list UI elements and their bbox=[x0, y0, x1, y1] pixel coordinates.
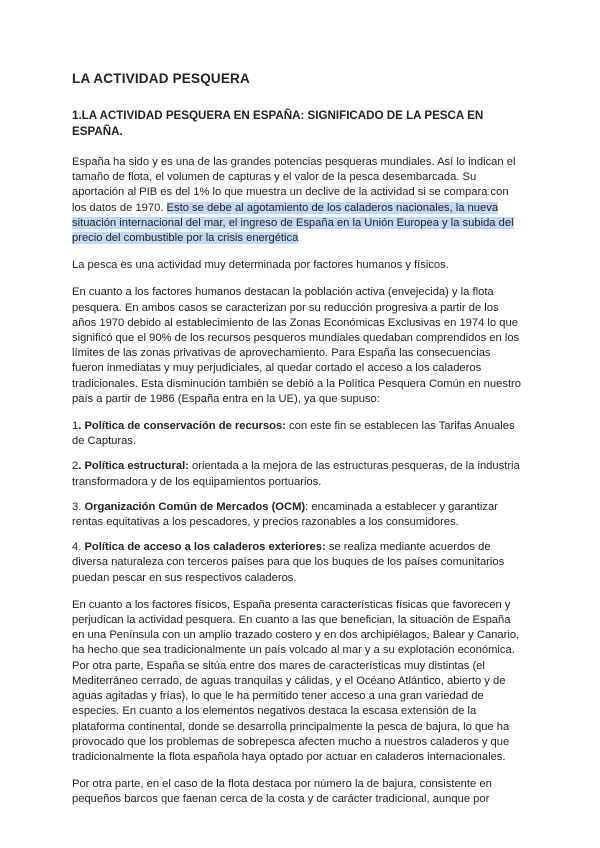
list-item-3 bbox=[72, 500, 522, 530]
list-number: 2 bbox=[72, 460, 79, 473]
document-page bbox=[72, 70, 522, 820]
list-item-heading: Política de acceso a los caladeros exteriores: bbox=[84, 541, 326, 554]
list-item-2 bbox=[72, 459, 522, 489]
list-item-heading: Organización Común de Mercados (OCM) bbox=[84, 500, 306, 513]
list-item-text: con este fin se establecen las Tarifas Anuales de Capturas. bbox=[72, 420, 515, 448]
paragraph-fleet: Por otra parte, en el caso de la flota destaca por número la de bajura, consistente en pequeños barcos que faenan cerca de la costa y de carácter tradicional, aunque por bbox=[72, 778, 492, 806]
list-number: 3. bbox=[72, 500, 85, 513]
list-item-text: se realiza mediante acuerdos de diversa naturaleza con terceros países para que los buques de los países comunitarios puedan pescar en sus respectivos caladeros. bbox=[72, 541, 505, 584]
list-number: 1 bbox=[72, 420, 79, 433]
paragraph-intro bbox=[72, 155, 522, 246]
list-item-text: : encaminada a establecer y garantizar rentas equitativas a los pescadores, y precios razonables a los consumidores. bbox=[72, 500, 498, 529]
intro-text: España ha sido y es una de las grandes potencias pesqueras mundiales. Así lo indican el tamaño de flota, el volumen de capturas y el valor de la pesca desembarcada. Su aportación al PIB es del 1% lo que muestra un declive de la actividad si se compara con los datos de 1970. bbox=[72, 156, 516, 214]
list-number: 4. bbox=[72, 541, 85, 554]
paragraph-human-factors: En cuanto a los factores humanos destacan la población activa (envejecida) y la flota pesquera. En ambos casos se caracterizan por su reducción progresiva a partir de los años 1970 debido al establecimiento de las Zonas Económicas Exclusivas en 1974 lo que significó que el 90% de los recursos pesqueros mundiales quedaban comprendidos en los límites de las zonas privativas de aprovechamiento. Para España las consecuencias fueron inmediatas y muy perjudiciales, al quedar cortado el acceso a los caladeros tradicionales. Esta disminución también se debió a la Política Pesquera Común en nuestro país a partir de 1986 (España entra en la UE), ya que supuso: bbox=[72, 286, 521, 405]
list-item-heading: . Política estructural: bbox=[78, 460, 189, 473]
list-item-heading: . Política de conservación de recursos: bbox=[78, 420, 286, 433]
list-item-1 bbox=[72, 419, 522, 449]
paragraph-physical-factors: En cuanto a los factores físicos, España presenta características físicas que favorecen y perjudican la actividad pesquera. En cuanto a las que benefician, la situación de España en una Península con un amplio trazado costero y en dos archipiélagos, Balear y Canario, ha hecho que sea tradicionalmente un país volcado al mar y a su explotación económica. Por otra parte, España se sitúa entre dos mares de características muy distintas (el Mediterráneo cerrado, de aguas tranquilas y cálidas, y el Océano Atlántico, abierto y de aguas agitadas y frías), lo que le ha permitido tener acceso a una gran variedad de especies. En cuanto a los elementos negativos destaca la escasa extensión de la plataforma continental, donde se desarrolla principalmente la pesca de bajura, lo que ha provocado que los problemas de sobrepesca afecten mucho a nuestros caladeros y que tradicionalmente la flota española haya optado por actuar en caladeros internacionales. bbox=[72, 598, 520, 763]
document-title: LA ACTIVIDAD PESQUERA bbox=[72, 71, 250, 86]
highlighted-text: Esto se debe al agotamiento de los caladeros nacionales, la nueva situación internacional del mar, el ingreso de España en la Unión Europea y la subida del precio del combustible por la crisis energética bbox=[72, 201, 514, 245]
section-heading: 1.LA ACTIVIDAD PESQUERA EN ESPAÑA: SIGNIFICADO DE LA PESCA EN ESPAÑA. bbox=[72, 109, 484, 138]
list-item-4 bbox=[72, 540, 522, 586]
list-item-text: orientada a la mejora de las estructuras pesqueras, de la industria transformadora y de los equipamientos portuarios. bbox=[72, 460, 520, 488]
paragraph-factors: La pesca es una actividad muy determinada por factores humanos y físicos. bbox=[72, 259, 449, 272]
